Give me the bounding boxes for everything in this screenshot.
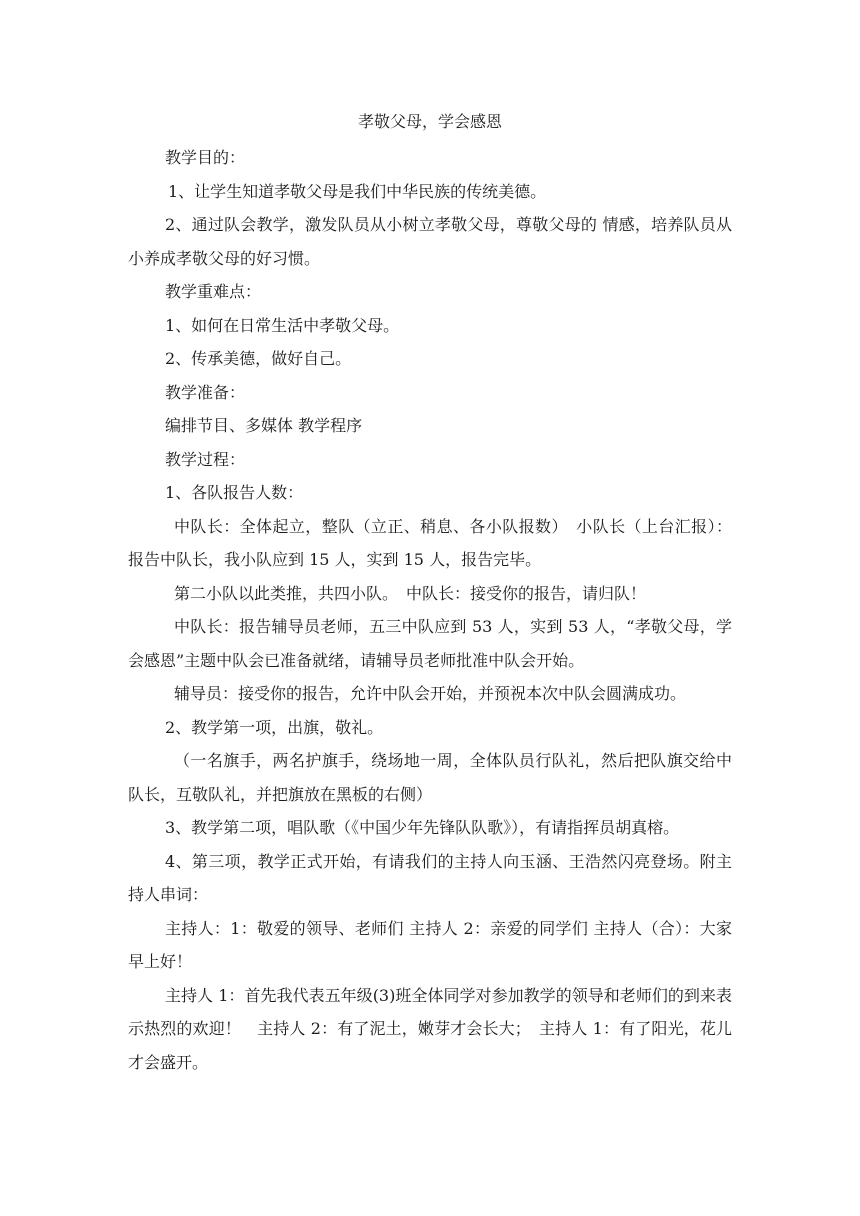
paragraph-host-greeting: 主持人：1：敬爱的领导、老师们 主持人 2：亲爱的同学们 主持人（合）：大家早上好！	[128, 918, 732, 971]
document-body	[128, 141, 732, 1079]
paragraph-preparation-heading: 教学准备：	[165, 382, 246, 402]
paragraph-counselor-reply: 辅导员：接受你的报告，允许中队会开始，并预祝本次中队会圆满成功。	[174, 684, 687, 703]
paragraph-other-squads: 第二小队以此类推，共四小队。 中队长：接受你的报告，请归队！	[174, 583, 647, 603]
paragraph-process-heading: 教学过程：	[165, 449, 246, 469]
paragraph-report-counselor: 中队长：报告辅导员老师，五三中队应到 53 人，实到 53 人，“孝敬父母，学会感恩”主题中队会已准备就绪，请辅导员老师批准中队会开始。	[128, 617, 732, 670]
paragraph-objectives-heading: 教学目的：	[165, 148, 246, 167]
paragraph-flag-ceremony: （一名旗手，两名护旗手，绕场地一周，全体队员行队礼，然后把队旗交给中队长，互敬队礼，并把旗放在黑板的右侧）	[128, 751, 732, 804]
paragraph-host-welcome: 主持人 1：首先我代表五年级(3)班全体同学对参加教学的领导和老师们的到来表示热烈的欢迎！ 主持人 2：有了泥土，嫩芽才会长大； 主持人 1：有了阳光，花儿才会盛开。	[128, 985, 732, 1072]
paragraph-preparation: 编排节目、多媒体 教学程序	[165, 416, 363, 435]
paragraph-step-1: 1、各队报告人数：	[165, 483, 304, 502]
paragraph-key-points-heading: 教学重难点：	[165, 282, 262, 301]
paragraph-objective-1: 1、让学生知道孝敬父母是我们中华民族的传统美德。	[168, 181, 547, 201]
paragraph-key-point-1: 1、如何在日常生活中孝敬父母。	[165, 315, 400, 335]
paragraph-step-3: 3、教学第二项，唱队歌（《中国少年先锋队队歌》），有请指挥员胡真榕。	[165, 818, 680, 837]
paragraph-objective-2: 2、通过队会教学，激发队员从小树立孝敬父母，尊敬父母的 情感，培养队员从小养成孝敬父母的好习惯。	[128, 215, 732, 268]
paragraph-key-point-2: 2、传承美德，做好自己。	[165, 349, 352, 368]
paragraph-roll-call: 中队长：全体起立，整队（立正、稍息、各小队报数） 小队长（上台汇报）：报告中队长，我小队应到 15 人，实到 15 人，报告完毕。	[128, 516, 732, 569]
paragraph-step-2: 2、教学第一项，出旗，敬礼。	[165, 717, 384, 737]
paragraph-step-4: 4、第三项，教学正式开始，有请我们的主持人向玉涵、王浩然闪亮登场。附主持人串词：	[128, 851, 732, 904]
document-title: 孝敬父母，学会感恩	[357, 112, 502, 131]
